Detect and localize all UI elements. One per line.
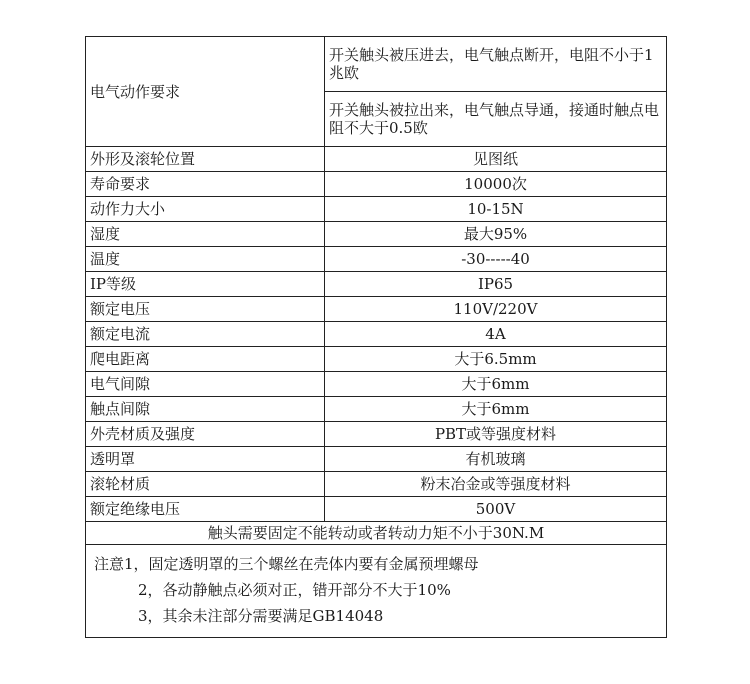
row-label: 外形及滚轮位置 (86, 147, 325, 172)
row-value: 有机玻璃 (325, 447, 667, 472)
table-row (86, 347, 667, 372)
row-label: 湿度 (86, 222, 325, 247)
row-value: 最大95% (325, 222, 667, 247)
table-row (86, 372, 667, 397)
note-1: 注意1，固定透明罩的三个螺丝在壳体内要有金属预埋螺母 (94, 555, 479, 573)
spec-sheet (85, 36, 667, 638)
table-row (86, 522, 667, 545)
row-value: 见图纸 (325, 147, 667, 172)
table-row (86, 422, 667, 447)
row-value: -30-----40 (325, 247, 667, 272)
row-value: 大于6.5mm (325, 347, 667, 372)
table-row (86, 497, 667, 522)
row-label: 寿命要求 (86, 172, 325, 197)
table-row (86, 322, 667, 347)
row-label: 爬电距离 (86, 347, 325, 372)
table-row (86, 297, 667, 322)
table-row (86, 472, 667, 497)
notes-section (85, 545, 667, 638)
table-row (86, 147, 667, 172)
table-row (86, 397, 667, 422)
row-value: 4A (325, 322, 667, 347)
electrical-req-open: 开关触头被压进去，电气触点断开，电阻不小于1兆欧 (325, 37, 667, 92)
table-row (86, 172, 667, 197)
row-value: PBT或等强度材料 (325, 422, 667, 447)
row-label: 额定电压 (86, 297, 325, 322)
table-row (86, 247, 667, 272)
note-3: 3，其余未注部分需要满足GB14048 (138, 607, 384, 625)
electrical-label: 电气动作要求 (86, 37, 325, 147)
table-row (86, 37, 667, 92)
row-label: 透明罩 (86, 447, 325, 472)
row-label: IP等级 (86, 272, 325, 297)
row-value: IP65 (325, 272, 667, 297)
row-value: 110V/220V (325, 297, 667, 322)
row-value: 10000次 (325, 172, 667, 197)
table-row (86, 197, 667, 222)
table-row (86, 447, 667, 472)
row-value: 10-15N (325, 197, 667, 222)
row-label: 滚轮材质 (86, 472, 325, 497)
row-value: 大于6mm (325, 397, 667, 422)
row-label: 动作力大小 (86, 197, 325, 222)
row-label: 温度 (86, 247, 325, 272)
table-row (86, 272, 667, 297)
row-label: 外壳材质及强度 (86, 422, 325, 447)
electrical-req-close: 开关触头被拉出来，电气触点导通，接通时触点电阻不大于0.5欧 (325, 92, 667, 147)
row-value: 粉末冶金或等强度材料 (325, 472, 667, 497)
torque-requirement: 触头需要固定不能转动或者转动力矩不小于30N.M (86, 522, 667, 545)
row-value: 500V (325, 497, 667, 522)
note-2: 2，各动静触点必须对正，错开部分不大于10% (138, 581, 451, 599)
spec-table (85, 36, 667, 545)
table-row (86, 222, 667, 247)
row-label: 触点间隙 (86, 397, 325, 422)
row-value: 大于6mm (325, 372, 667, 397)
row-label: 额定绝缘电压 (86, 497, 325, 522)
row-label: 电气间隙 (86, 372, 325, 397)
row-label: 额定电流 (86, 322, 325, 347)
